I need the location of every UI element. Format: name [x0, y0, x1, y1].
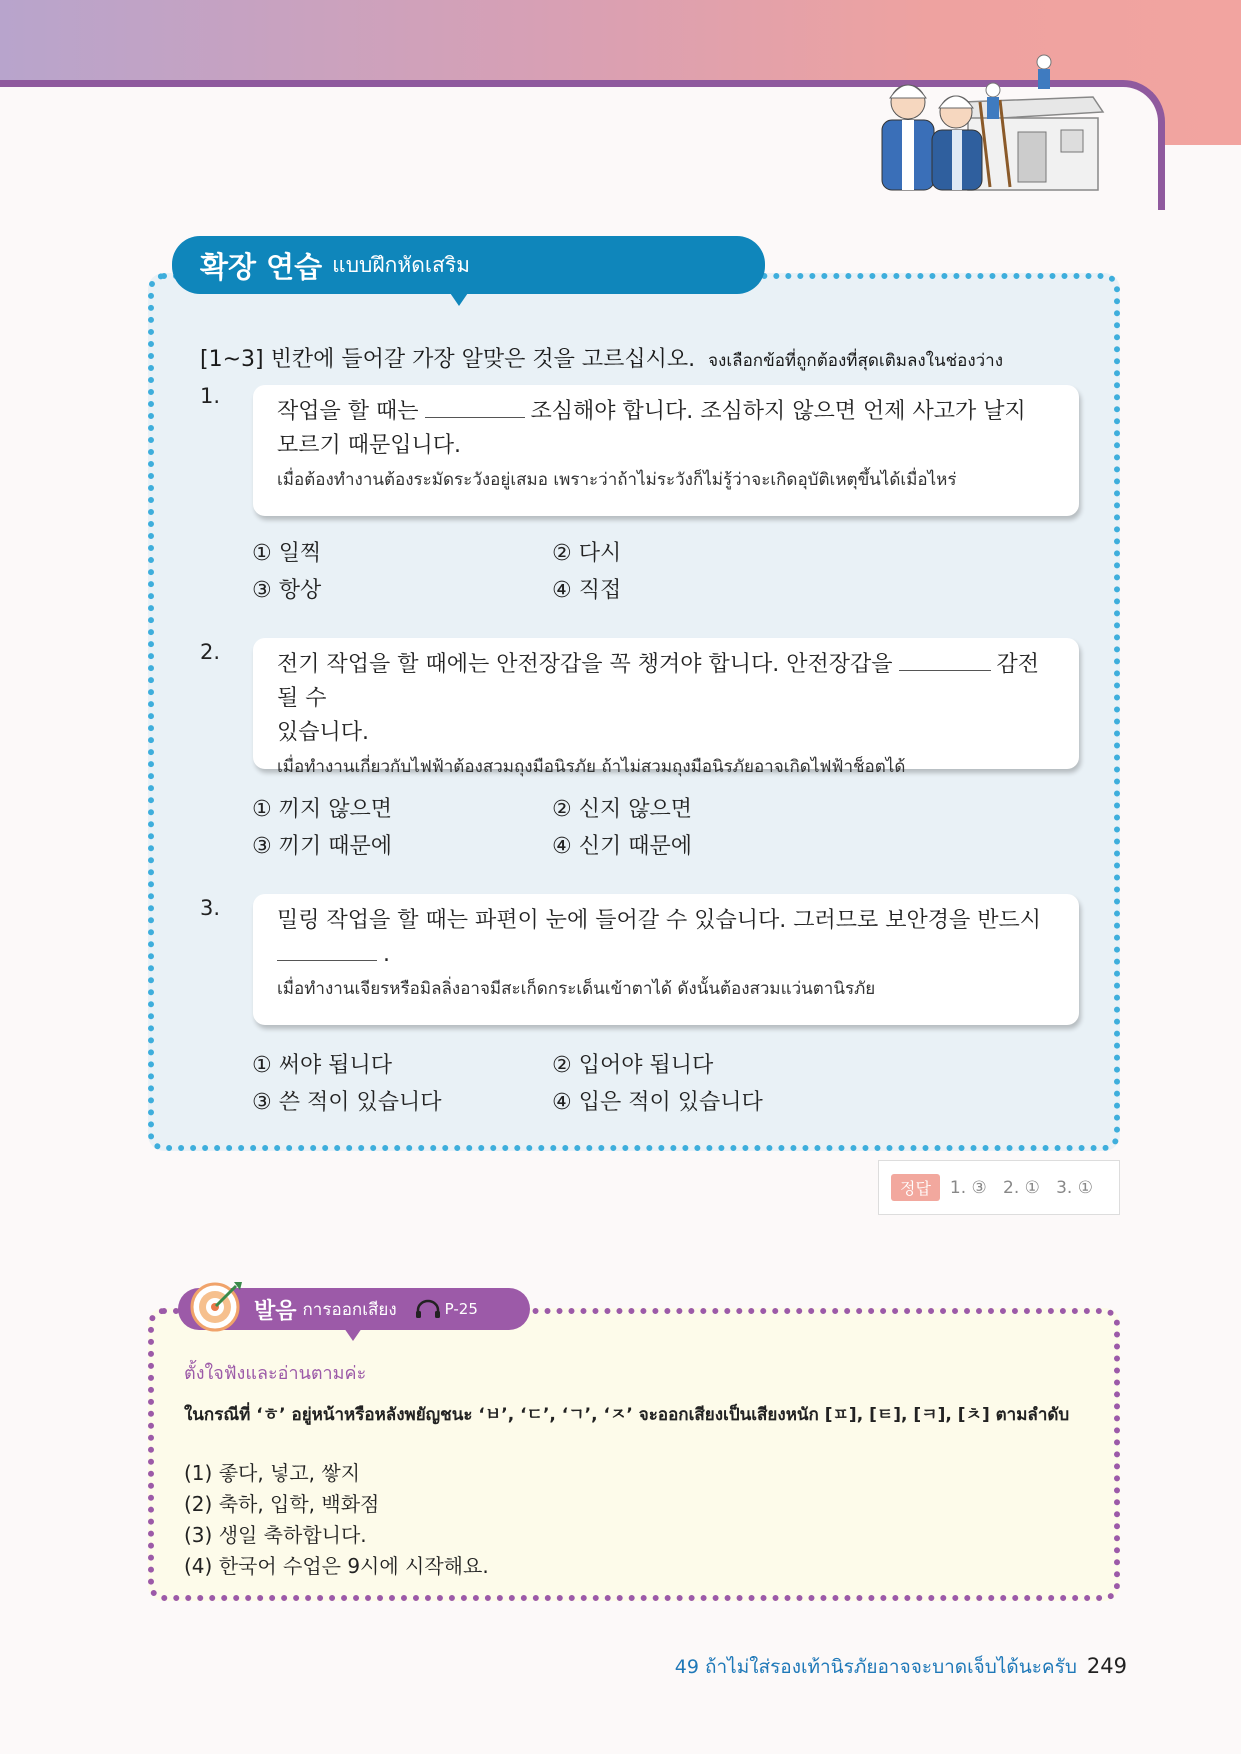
question-text-part: 전기 작업을 할 때에는 안전장갑을 꼭 챙겨야 합니다. 안전장갑을 — [277, 652, 893, 677]
choice-option[interactable]: ③ 항상 — [252, 578, 322, 603]
question-text-part: 모르기 때문입니다. — [277, 433, 462, 458]
choice-list — [252, 1048, 852, 1122]
question-number: 1. — [200, 384, 221, 408]
instruction-th: จงเลือกข้อที่ถูกต้องที่สุดเติมลงในช่องว่าง — [708, 351, 1004, 371]
question-text-part: 있습니다. — [277, 720, 370, 745]
answer-key — [878, 1160, 1120, 1215]
pronunciation-item: (3) 생일 축하합니다. — [184, 1523, 367, 1547]
question-text-part: 작업을 할 때는 — [277, 399, 419, 424]
question-text-part: 감전될 수 — [277, 652, 1040, 711]
choice-option[interactable]: ① 끼지 않으면 — [252, 797, 392, 822]
headphones-icon — [415, 1299, 441, 1319]
choice-option[interactable]: ③ 끼기 때문에 — [252, 834, 392, 859]
question-text-part: 조심해야 합니다. 조심하지 않으면 언제 사고가 날지 — [530, 399, 1026, 424]
choice-option[interactable]: ④ 신기 때문에 — [552, 834, 692, 859]
answer-badge: 정답 — [891, 1174, 940, 1201]
question-number: 2. — [200, 640, 221, 664]
tab-pointer — [448, 290, 470, 306]
question-translation: เมื่อทำงานเกี่ยวกับไฟฟ้าต้องสวมถุงมือนิรภัย ถ้าไม่สวมถุงมือนิรภัยอาจเกิดไฟฟ้าช็อตได้ — [277, 757, 906, 777]
question-card — [253, 385, 1079, 516]
choice-list — [252, 792, 852, 866]
exercise-title-ko: 확장 연습 — [200, 249, 323, 284]
page-number: 249 — [1086, 1654, 1127, 1678]
lesson-title: 49 ถ้าไม่ใส่รองเท้านิรภัยอาจจะบาดเจ็บได้นะครับ — [674, 1656, 1077, 1678]
tab-pointer — [344, 1328, 362, 1341]
pronunciation-title-th: การออกเสียง — [302, 1299, 397, 1320]
page-footer — [675, 1652, 1127, 1682]
answer-blank — [425, 398, 525, 418]
pronunciation-items — [184, 1458, 489, 1582]
choice-option[interactable]: ① 써야 됩니다 — [252, 1053, 392, 1078]
pronunciation-item: (1) 좋다, 넣고, 쌓지 — [184, 1461, 361, 1485]
question-card — [253, 894, 1079, 1025]
question-translation: เมื่อต้องทำงานต้องระมัดระวังอยู่เสมอ เพราะว่าถ้าไม่ระวังก็ไม่รู้ว่าจะเกิดอุบัติเหตุขึ้นได้เมื่อไหร่ — [277, 470, 957, 490]
choice-option[interactable]: ② 입어야 됩니다 — [552, 1053, 714, 1078]
choice-list — [252, 536, 852, 610]
pronunciation-title-ko: 발음 — [254, 1298, 297, 1324]
pronunciation-item: (4) 한국어 수업은 9시에 시작해요. — [184, 1554, 489, 1578]
target-icon — [190, 1278, 244, 1332]
question-text — [277, 395, 1055, 463]
pronunciation-item: (2) 축하, 입학, 백화점 — [184, 1492, 380, 1516]
exercise-title-tab — [172, 236, 765, 294]
question-number: 3. — [200, 896, 221, 920]
answer-values: 1. ③ 2. ① 3. ① — [949, 1177, 1093, 1198]
answer-blank — [899, 651, 991, 671]
choice-option[interactable]: ④ 직접 — [552, 578, 622, 603]
choice-option[interactable]: ① 일찍 — [252, 541, 322, 566]
exercise-title-th: แบบฝึกหัดเสริม — [332, 252, 470, 277]
question-text — [277, 648, 1055, 750]
question-translation: เมื่อทำงานเจียรหรือมิลลิ่งอาจมีสะเก็ดกระเด็นเข้าตาได้ ดังนั้นต้องสวมแว่นตานิรภัย — [277, 979, 876, 999]
workers-illustration — [868, 42, 1118, 192]
instruction-ko: [1~3] 빈칸에 들어갈 가장 알맞은 것을 고르십시오. — [200, 347, 696, 372]
question-text-part: . — [383, 942, 390, 967]
answer-blank — [277, 941, 377, 961]
question-card — [253, 638, 1079, 777]
pronunciation-subtitle: ตั้งใจฟังและอ่านตามค่ะ — [184, 1363, 367, 1384]
pronunciation-rule: ในกรณีที่ ‘ㅎ’ อยู่หน้าหรือหลังพยัญชนะ ‘ㅂ’, ‘ㄷ’, ‘ㄱ’, ‘ㅈ’ จะออกเสียงเป็นเสียงหนัก [ㅍ], [ㅌ], [ㅋ], [ㅊ] ตามลำดับ — [184, 1405, 1070, 1425]
choice-option[interactable]: ② 신지 않으면 — [552, 797, 692, 822]
choice-option[interactable]: ④ 입은 적이 있습니다 — [552, 1090, 763, 1115]
exercise-instruction — [200, 342, 1003, 374]
question-text-part: 밀링 작업을 할 때는 파편이 눈에 들어갈 수 있습니다. 그러므로 보안경을 반드시 — [277, 908, 1041, 933]
choice-option[interactable]: ③ 쓴 적이 있습니다 — [252, 1090, 442, 1115]
choice-option[interactable]: ② 다시 — [552, 541, 622, 566]
question-text — [277, 904, 1055, 972]
audio-track[interactable] — [415, 1299, 478, 1319]
track-number: P-25 — [444, 1300, 478, 1318]
